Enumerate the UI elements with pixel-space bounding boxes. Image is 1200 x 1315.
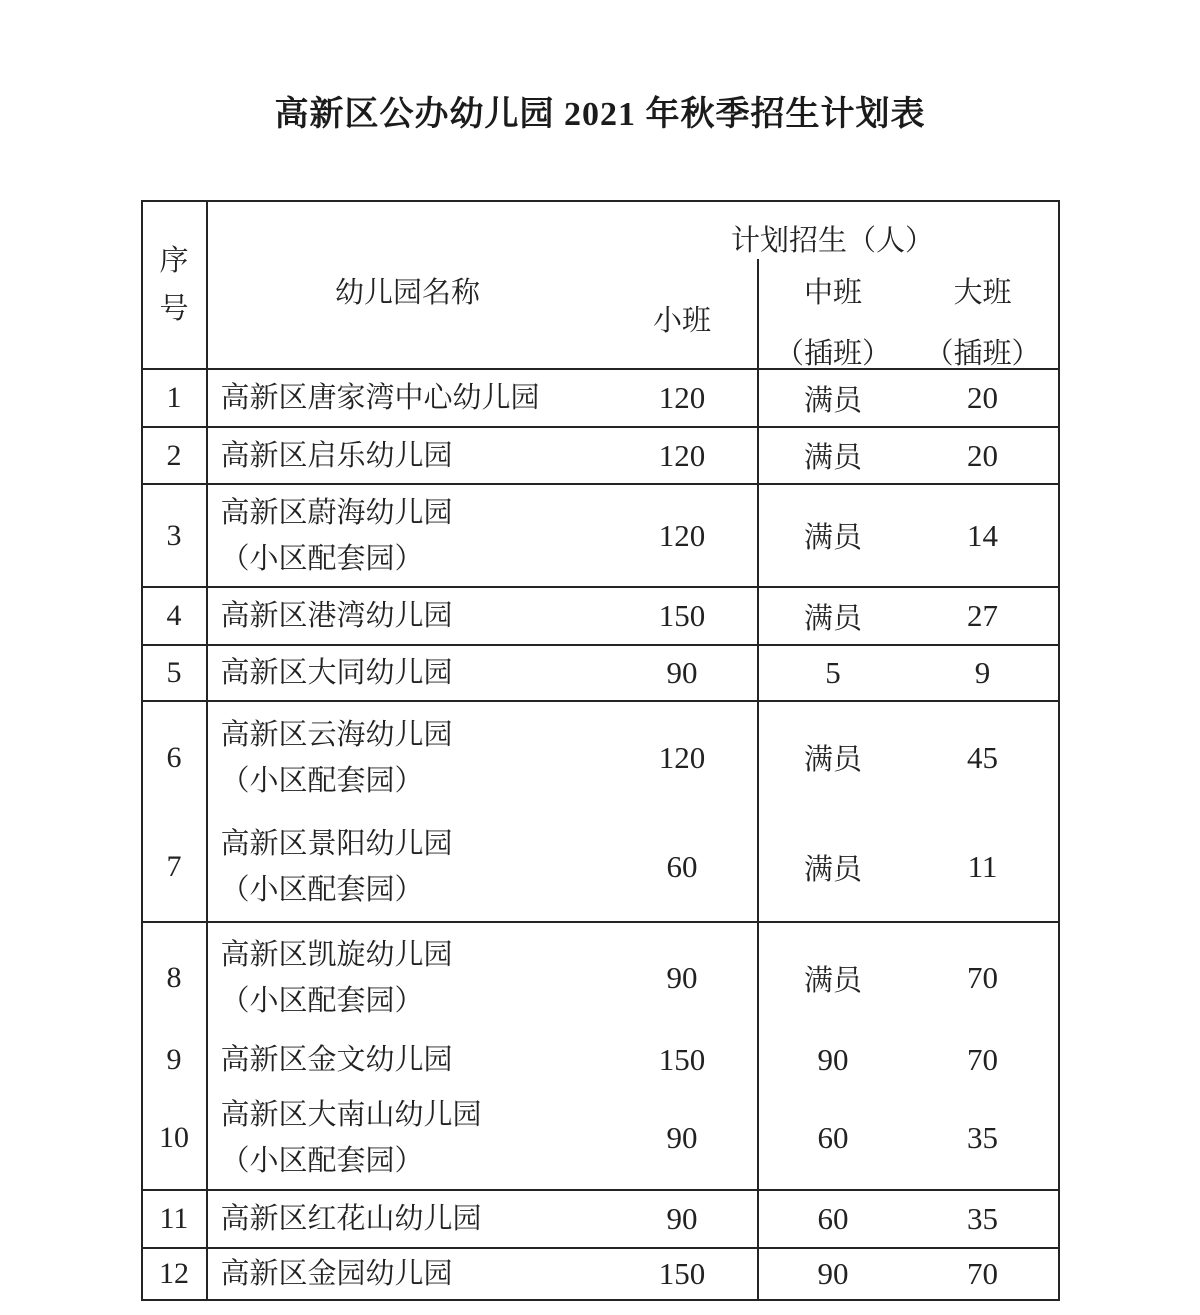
table-row <box>143 485 1058 588</box>
serial-cell: 3 <box>143 485 208 586</box>
header-serial-label: 序号 <box>159 245 189 325</box>
middle-class-value: 60 <box>757 1087 908 1189</box>
table-row <box>143 370 1058 428</box>
kindergarten-name: 高新区景阳幼儿园 <box>220 828 453 860</box>
kindergarten-name: 高新区云海幼儿园 <box>220 718 453 751</box>
small-class-value: 60 <box>666 849 698 884</box>
serial-cell: 10 <box>143 1087 208 1189</box>
kindergarten-name: 高新区港湾幼儿园 <box>220 600 453 632</box>
header-large-class-cell <box>908 270 1058 372</box>
small-class-value: 90 <box>666 655 698 690</box>
small-class-value: 120 <box>658 739 706 775</box>
kindergarten-name: 高新区大南山幼儿园 <box>220 1099 482 1131</box>
kindergarten-name-note: （小区配套园） <box>220 764 424 797</box>
serial-cell: 8 <box>143 923 208 1033</box>
kindergarten-name: 高新区金园幼儿园 <box>220 1258 453 1290</box>
table-row <box>143 588 1058 646</box>
small-class-value: 90 <box>666 1201 698 1236</box>
small-class-value: 150 <box>658 598 706 633</box>
enrollment-table <box>141 200 1060 1301</box>
table-row <box>143 428 1058 485</box>
table-row <box>143 1087 1058 1191</box>
header-large-class-sub-label: （插班） <box>924 338 1041 370</box>
middle-class-value: 60 <box>757 1191 908 1247</box>
small-class-value: 150 <box>658 1042 706 1077</box>
middle-class-value: 满员 <box>757 588 908 644</box>
small-class-value: 120 <box>658 517 706 553</box>
kindergarten-name: 高新区启乐幼儿园 <box>220 439 453 472</box>
large-class-value: 70 <box>967 1256 998 1291</box>
middle-class-value: 满员 <box>757 370 908 426</box>
small-class-value: 120 <box>658 437 706 473</box>
header-right-region <box>208 202 1058 368</box>
header-middle-class-label: 中班 <box>803 277 862 309</box>
middle-class-value: 5 <box>757 646 908 700</box>
kindergarten-name: 高新区大同幼儿园 <box>220 657 453 689</box>
middle-class-value: 满员 <box>757 702 908 813</box>
large-class-value: 20 <box>967 380 998 415</box>
table-row <box>143 923 1058 1033</box>
header-middle-class-sub-label: （插班） <box>774 338 891 370</box>
serial-cell: 4 <box>143 588 208 644</box>
middle-class-value: 90 <box>757 1033 908 1087</box>
kindergarten-name-note: （小区配套园） <box>220 985 424 1017</box>
serial-cell: 6 <box>143 702 208 813</box>
large-class-value: 14 <box>967 517 998 553</box>
header-small-class-label: 小班 <box>652 305 711 337</box>
middle-class-value: 满员 <box>757 485 908 586</box>
table-header-row <box>143 202 1058 370</box>
middle-class-value: 满员 <box>757 923 908 1033</box>
header-large-class-label: 大班 <box>953 277 1012 309</box>
serial-cell: 2 <box>143 428 208 483</box>
table-row <box>143 1033 1058 1087</box>
large-class-value: 11 <box>967 849 998 884</box>
page-title: 高新区公办幼儿园 2021 年秋季招生计划表 <box>274 96 926 133</box>
large-class-value: 70 <box>967 1042 998 1077</box>
small-class-value: 120 <box>658 380 706 415</box>
kindergarten-name: 高新区凯旋幼儿园 <box>220 939 453 971</box>
table-row <box>143 813 1058 923</box>
kindergarten-name-note: （小区配套园） <box>220 874 424 906</box>
middle-class-value: 满员 <box>757 813 908 921</box>
large-class-value: 27 <box>967 598 998 633</box>
small-class-value: 90 <box>666 1120 698 1155</box>
header-column-divider <box>757 259 759 368</box>
header-name-label: 幼儿园名称 <box>334 277 480 309</box>
document-page <box>0 94 1200 1315</box>
kindergarten-name: 高新区金文幼儿园 <box>220 1044 453 1076</box>
header-plan-group-label: 计划招生（人） <box>730 225 934 257</box>
serial-cell: 7 <box>143 813 208 921</box>
middle-class-value: 满员 <box>757 428 908 483</box>
serial-cell: 12 <box>143 1249 208 1299</box>
header-middle-class-cell <box>759 270 908 372</box>
large-class-value: 35 <box>967 1120 998 1155</box>
small-class-value: 90 <box>666 960 698 995</box>
header-serial-cell <box>143 202 208 368</box>
serial-cell: 11 <box>143 1191 208 1247</box>
serial-cell: 5 <box>143 646 208 700</box>
small-class-value: 150 <box>658 1256 706 1291</box>
table-row <box>143 1249 1058 1299</box>
kindergarten-name: 高新区红花山幼儿园 <box>220 1203 482 1235</box>
large-class-value: 20 <box>967 437 998 473</box>
middle-class-value: 90 <box>757 1249 908 1299</box>
kindergarten-name: 高新区唐家湾中心幼儿园 <box>220 382 540 414</box>
table-row <box>143 646 1058 702</box>
kindergarten-name: 高新区蔚海幼儿园 <box>220 496 453 529</box>
large-class-value: 70 <box>967 960 998 995</box>
serial-cell: 9 <box>143 1033 208 1087</box>
kindergarten-name-note: （小区配套园） <box>220 542 424 575</box>
large-class-value: 35 <box>967 1201 998 1236</box>
large-class-value: 9 <box>974 655 991 690</box>
table-row <box>143 1191 1058 1249</box>
kindergarten-name-note: （小区配套园） <box>220 1145 424 1177</box>
serial-cell: 1 <box>143 370 208 426</box>
large-class-value: 45 <box>967 739 998 775</box>
table-row <box>143 702 1058 813</box>
